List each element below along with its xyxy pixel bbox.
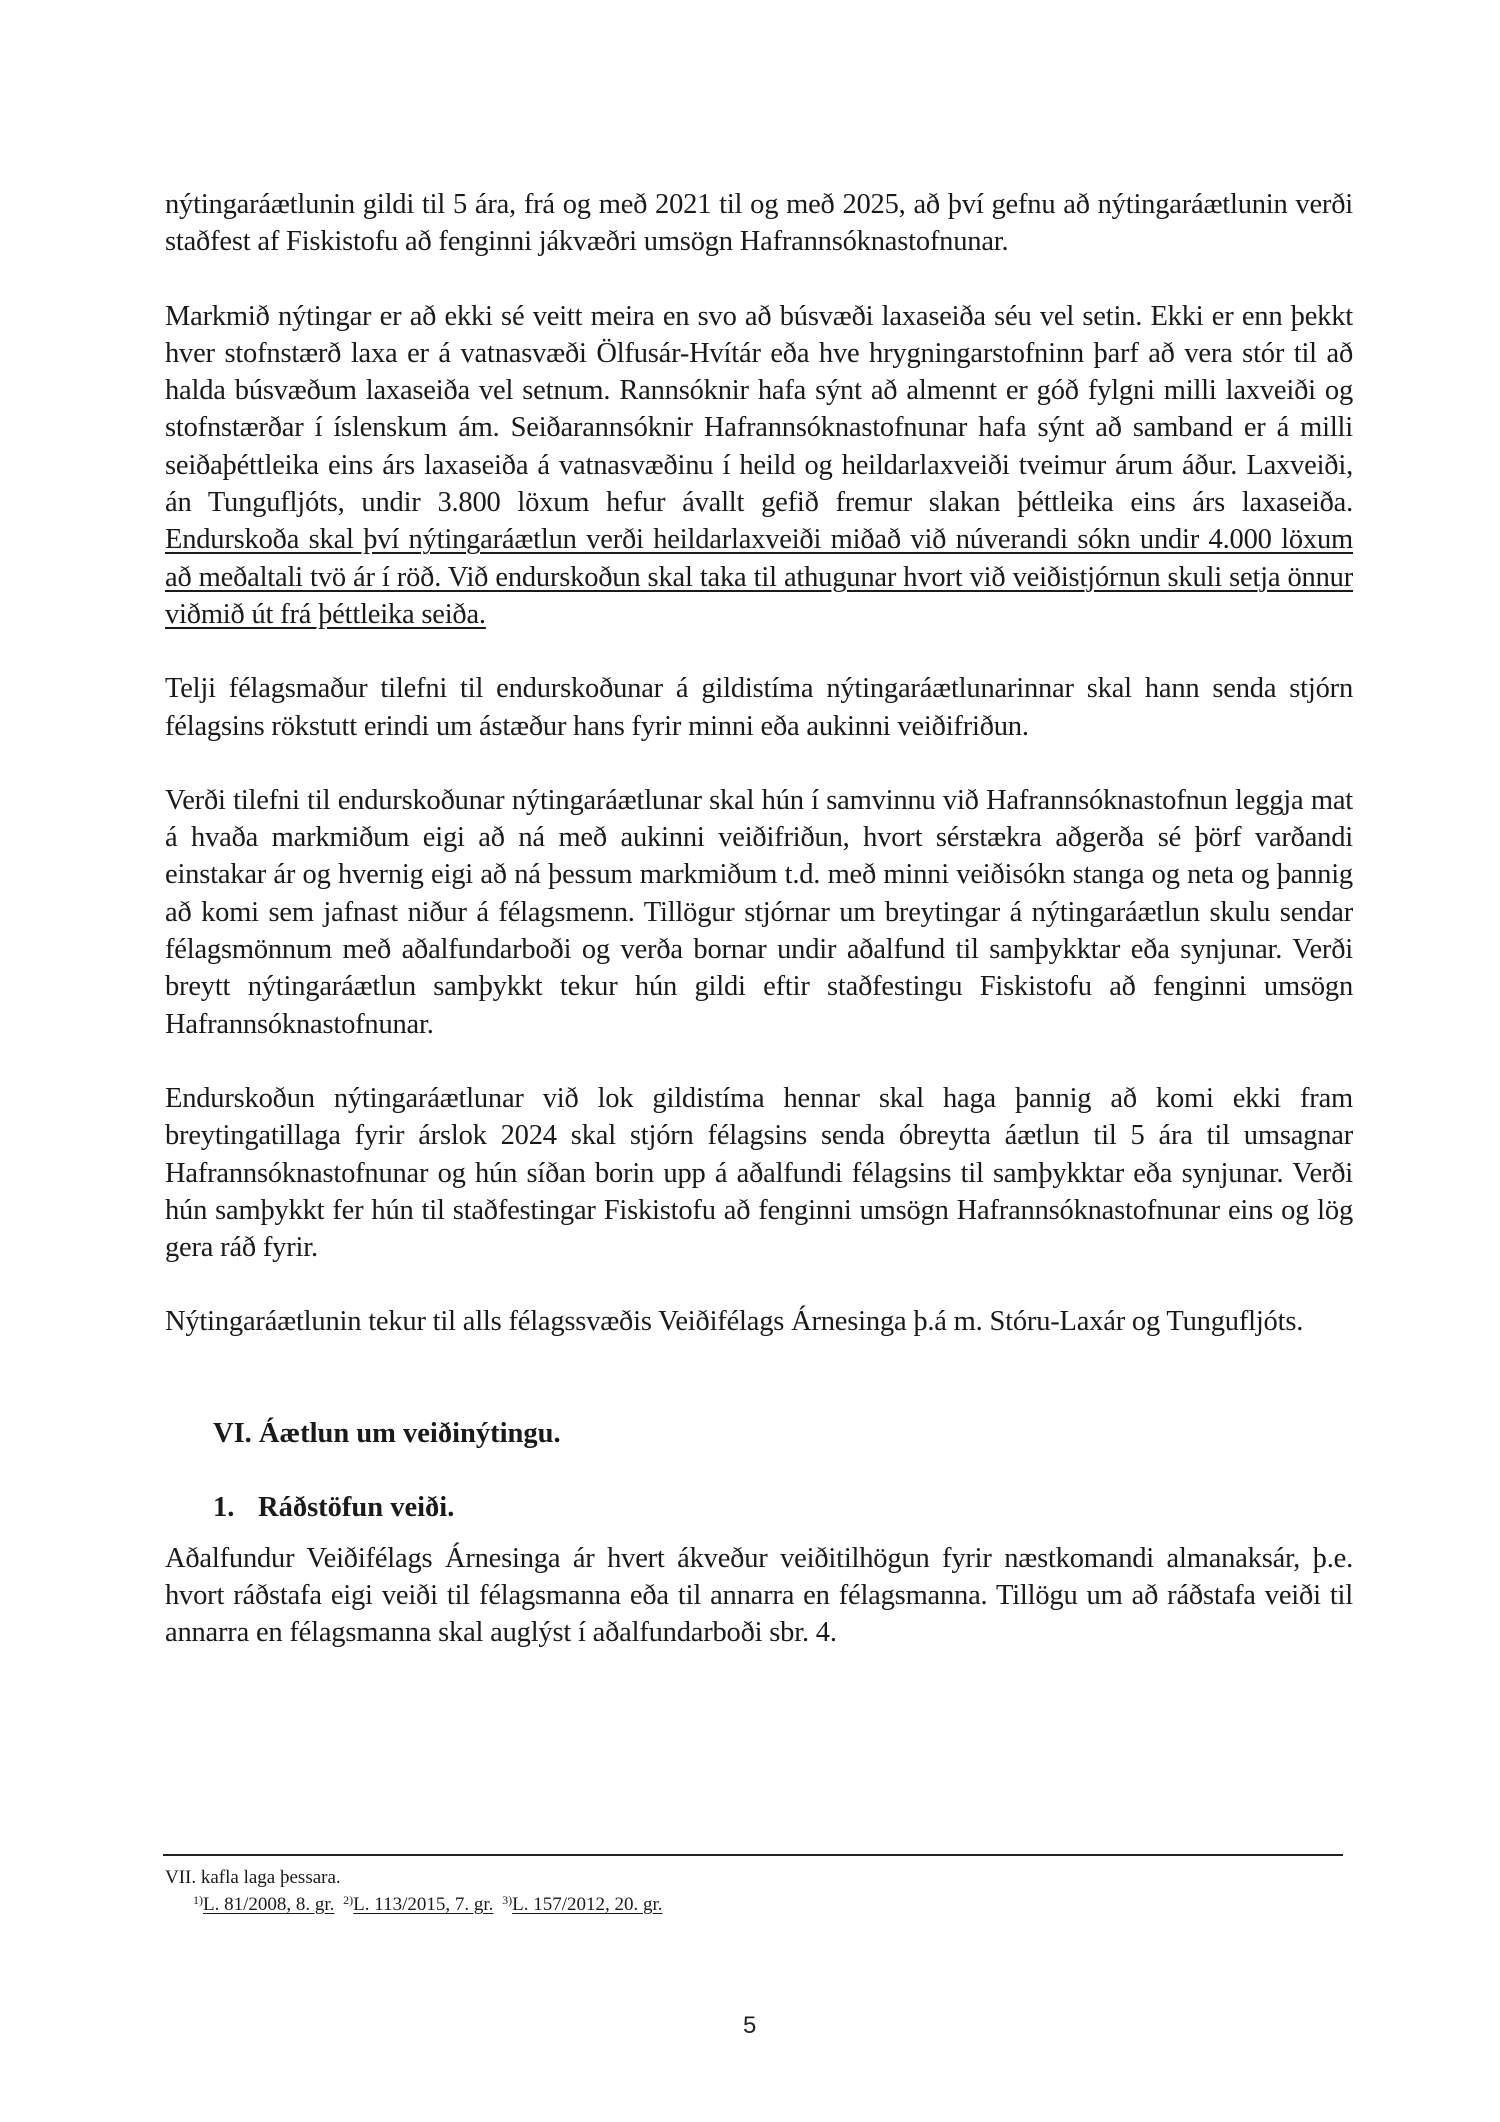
spacer <box>165 1452 1353 1489</box>
footnote-continuation: VII. kafla laga þessara. <box>165 1867 341 1888</box>
paragraph-end-of-term-review: Endurskoðun nýtingaráætlunar við lok gildistíma hennar skal haga þannig að komi ekki fram breytingatillaga fyrir árslok 2024 skal stjórn félagsins senda óbreytta áætlun til 5 ára til umsagnar Hafrannsóknastofnunar og hún síðan borin upp á aðalfundi félagsins til samþykktar eða synjunar. Verði hún samþykkt fer hún til staðfestingar Fiskistofu að fenginni umsögn Hafrannsóknastofnunar eins og lög gera ráð fyrir. <box>165 1082 1353 1264</box>
spacer <box>165 1526 1353 1540</box>
paragraph-objective-text: Markmið nýtingar er að ekki sé veitt meira en svo að búsvæði laxaseiða séu vel setin. Ekki er enn þekkt hver stofnstærð laxa er á vatnasvæði Ölfusár-Hvítár eða hve hrygningarstofninn þarf að vera stór til að halda búsvæðum laxaseiða vel setnum. Rannsóknir hafa sýnt að almennt er góð fylgni milli laxveiði og stofnstærðar í íslenskum ám. Seiðarannsóknir Hafrannsóknastofnunar hafa sýnt að samband er á milli seiðaþéttleika eins árs laxaseiða á vatnasvæðinu í heild og heildarlaxveiði tveimur árum áður. Laxveiði, án Tungufljóts, undir 3.800 löxum hefur ávallt gefið fremur slakan þéttleika eins árs laxaseiða. <box>165 300 1353 519</box>
footnote-reference-link[interactable]: L. 113/2015, 7. gr. <box>353 1894 494 1915</box>
section-heading: VI. Áætlun um veiðinýtingu. <box>213 1417 561 1449</box>
paragraph-validity: nýtingaráætlunin gildi til 5 ára, frá og með 2021 til og með 2025, að því gefnu að nýtingaráætlunin verði staðfest af Fiskistofu að fenginni jákvæðri umsögn Hafrannsóknastofnunar. <box>165 189 1353 258</box>
spacer <box>165 1341 1353 1415</box>
paragraph-revision-process: Verði tilefni til endurskoðunar nýtingaráætlunar skal hún í samvinnu við Hafrannsóknastofnun leggja mat á hvaða markmiðum eigi að ná með aukinni veiðifriðun, hvort sérstækra aðgerða sé þörf varðandi einstakar ár og hvernig eigi að ná þessum markmiðum t.d. með minni veiðisókn stanga og neta og þannig að komi sem jafnast niður á félagsmenn. Tillögur stjórnar um breytingar á nýtingaráætlun skulu sendar félagsmönnum með aðalfundarboði og verða bornar undir aðalfund til samþykktar eða synjunar. Verði breytt nýtingaráætlun samþykkt tekur hún gildi eftir staðfestingu Fiskistofu að fenginni umsögn Hafrannsóknastofnunar. <box>165 784 1353 1040</box>
spacer <box>165 1043 1353 1080</box>
document-page <box>165 186 1353 1652</box>
underlined-revision-clause: Endurskoða skal því nýtingaráætlun verði heildarlaxveiði miðað við núverandi sókn undir 4.000 löxum að meðaltali tvö ár í röð. Við endurskoðun skal taka til athugunar hvort við veiðistjórnun skuli setja önnur viðmið út frá þéttleika seiða. <box>165 524 1353 630</box>
spacer <box>165 633 1353 670</box>
subsection-title: Ráðstöfun veiði. <box>258 1491 455 1523</box>
footnotes <box>165 1866 667 1916</box>
spacer <box>165 261 1353 298</box>
footnote-references <box>165 1889 667 1916</box>
spacer <box>165 745 1353 782</box>
spacer <box>165 1266 1353 1303</box>
footnote-marker: 1) <box>193 1893 203 1907</box>
footnote-reference-link[interactable]: L. 81/2008, 8. gr. <box>203 1894 335 1915</box>
paragraph-member-request: Telji félagsmaður tilefni til endurskoðunar á gildistíma nýtingaráætlunarinnar skal hann senda stjórn félagsins rökstutt erindi um ástæður hans fyrir minni eða aukinni veiðifriðun. <box>165 673 1353 742</box>
paragraph-scope: Nýtingaráætlunin tekur til alls félagssvæðis Veiðifélags Árnesinga þ.á m. Stóru-Laxár og Tungufljóts. <box>165 1306 1304 1338</box>
paragraph-objective <box>165 298 1353 634</box>
subsection-heading <box>213 1489 1353 1526</box>
page-number: 5 <box>743 2012 757 2039</box>
footnote-marker: 3) <box>502 1893 513 1907</box>
subsection-number: 1. <box>213 1491 235 1523</box>
paragraph-allocation: Aðalfundur Veiðifélags Árnesinga ár hvert ákveður veiðitilhögun fyrir næstkomandi almanaksár, þ.e. hvort ráðstafa eigi veiði til félagsmanna eða til annarra en félagsmanna. Tillögu um að ráðstafa veiði til annarra en félagsmanna skal auglýst í aðalfundarboði sbr. 4. <box>165 1542 1353 1649</box>
footnote-reference-link[interactable]: L. 157/2012, 20. gr. <box>512 1894 663 1915</box>
footnote-separator <box>163 1854 1343 1856</box>
footnote-marker: 2) <box>343 1893 354 1907</box>
